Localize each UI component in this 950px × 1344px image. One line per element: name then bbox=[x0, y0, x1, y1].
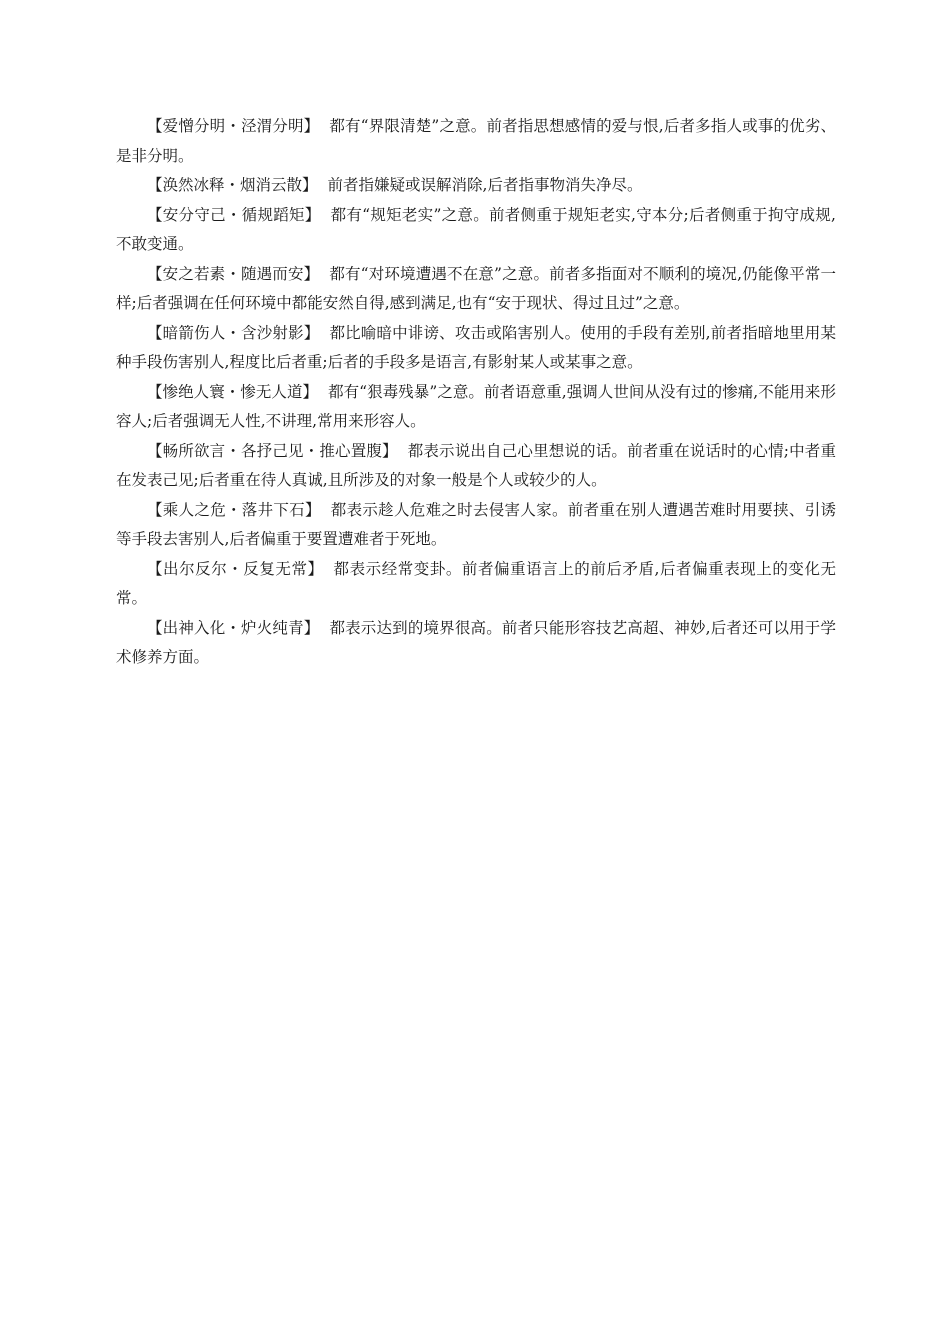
idiom-term: 【安之若素・随遇而安】 bbox=[147, 264, 320, 283]
idiom-explanation: 都有“对环境遭遇不在意”之意。前者多指面对不顺利的境况,仍能像平常一样;后者强调在任何环境中都能安然自得,感到满足,也有“安于现状、得过且过”之意。 bbox=[116, 264, 836, 312]
idiom-entry bbox=[116, 319, 836, 378]
idiom-explanation: 都表示经常变卦。前者偏重语言上的前后矛盾,后者偏重表现上的变化无常。 bbox=[116, 559, 836, 607]
idiom-entry bbox=[116, 112, 836, 171]
idiom-entry bbox=[116, 171, 836, 201]
idiom-term: 【爱憎分明・泾渭分明】 bbox=[147, 117, 320, 135]
idiom-entry bbox=[116, 378, 836, 437]
idiom-entry bbox=[116, 614, 836, 673]
idiom-explanation: 都表示趁人危难之时去侵害人家。前者重在别人遭遇苦难时用要挟、引诱等手段去害别人,后者偏重于要置遭难者于死地。 bbox=[116, 500, 836, 548]
idiom-explanation: 都表示达到的境界很高。前者只能形容技艺高超、神妙,后者还可以用于学术修养方面。 bbox=[116, 618, 836, 666]
idiom-term: 【出尔反尔・反复无常】 bbox=[147, 559, 324, 578]
idiom-term: 【惨绝人寰・惨无人道】 bbox=[147, 382, 319, 401]
idiom-term: 【乘人之危・落井下石】 bbox=[147, 500, 321, 519]
idiom-entry bbox=[116, 260, 836, 319]
idiom-term: 【涣然冰释・烟消云散】 bbox=[147, 176, 318, 194]
idiom-term: 【出神入化・炉火纯青】 bbox=[147, 618, 320, 637]
idiom-explanation: 前者指嫌疑或误解消除,后者指事物消失净尽。 bbox=[327, 176, 643, 194]
idiom-explanation: 都表示说出自己心里想说的话。前者重在说话时的心情;中者重在发表己见;后者重在待人真诚,且所涉及的对象一般是个人或较少的人。 bbox=[116, 441, 836, 489]
idiom-entry bbox=[116, 555, 836, 614]
idiom-entry bbox=[116, 201, 836, 260]
idiom-term: 【畅所欲言・各抒己见・推心置腹】 bbox=[147, 441, 398, 460]
idiom-term: 【暗箭伤人・含沙射影】 bbox=[147, 323, 320, 342]
idiom-entry bbox=[116, 437, 836, 496]
idiom-explanation: 都有“界限清楚”之意。前者指思想感情的爱与恨,后者多指人或事的优劣、是非分明。 bbox=[116, 117, 836, 165]
idiom-term: 【安分守己・循规蹈矩】 bbox=[147, 205, 321, 224]
idiom-entry bbox=[116, 496, 836, 555]
idiom-explanation: 都有“规矩老实”之意。前者侧重于规矩老实,守本分;后者侧重于拘守成规,不敢变通。 bbox=[116, 205, 836, 253]
idiom-entry-list bbox=[116, 112, 836, 673]
idiom-explanation: 都有“狠毒残暴”之意。前者语意重,强调人世间从没有过的惨痛,不能用来形容人;后者强调无人性,不讲理,常用来形容人。 bbox=[116, 382, 836, 430]
idiom-explanation: 都比喻暗中诽谤、攻击或陷害别人。使用的手段有差别,前者指暗地里用某种手段伤害别人,程度比后者重;后者的手段多是语言,有影射某人或某事之意。 bbox=[116, 323, 836, 371]
